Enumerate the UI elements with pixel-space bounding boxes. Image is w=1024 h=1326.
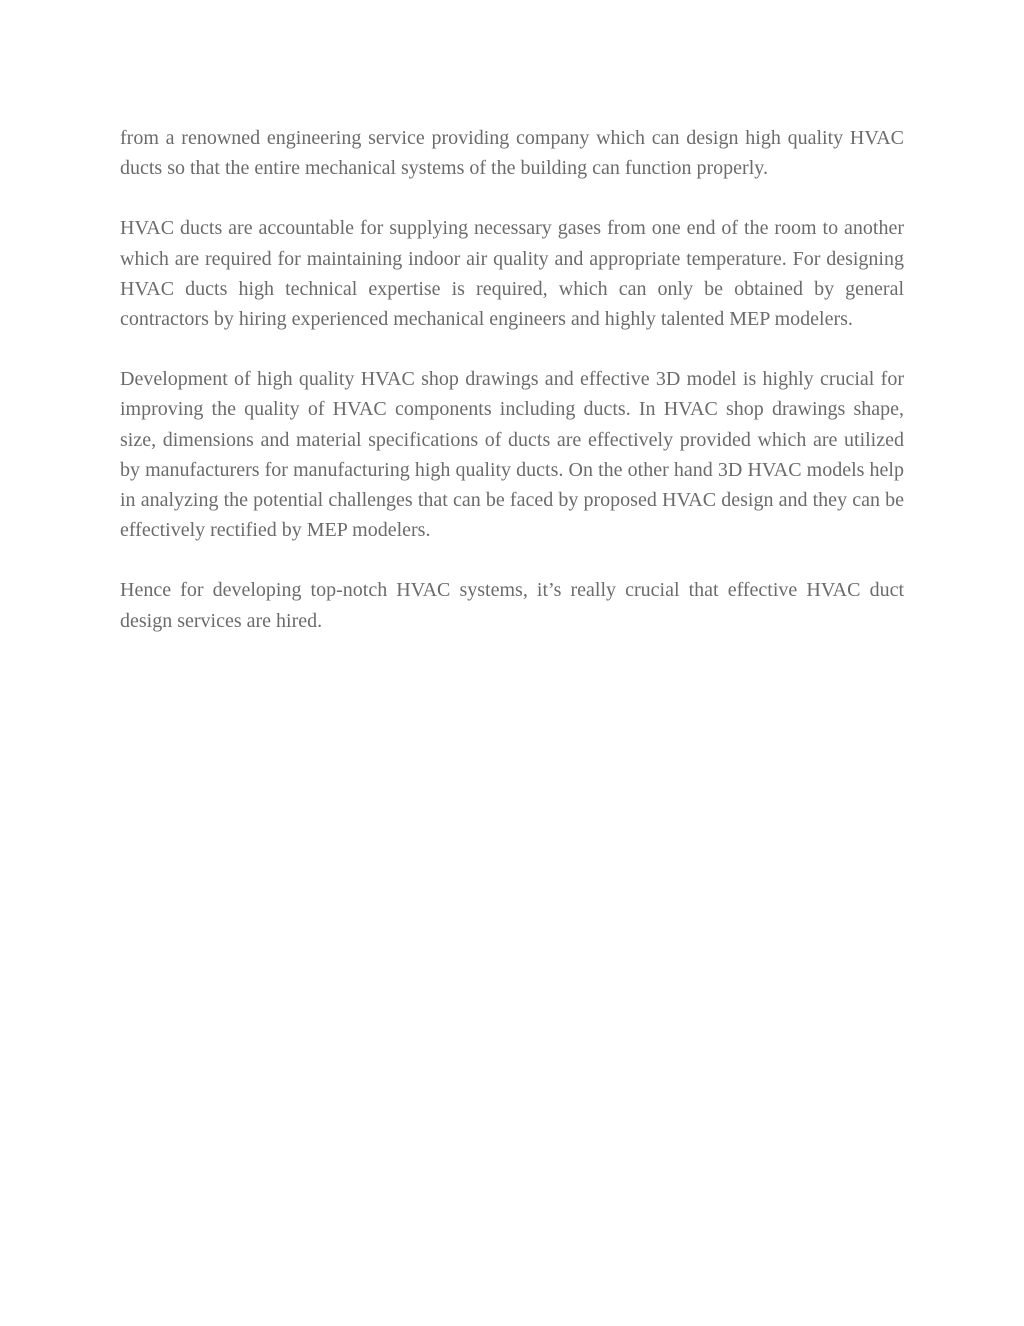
document-body <box>120 123 904 636</box>
paragraph-3: Development of high quality HVAC shop drawings and effective 3D model is highly crucial for improving the quality of HVAC components including ducts. In HVAC shop drawings shape, size, dimensions and material specifications of ducts are effectively provided which are utilized by manufacturers for manufacturing high quality ducts. On the other hand 3D HVAC models help in analyzing the potential challenges that can be faced by proposed HVAC design and they can be effectively rectified by MEP modelers. <box>120 368 904 542</box>
paragraph-4: Hence for developing top-notch HVAC systems, it’s really crucial that effective HVAC duct design services are hired. <box>120 579 904 632</box>
paragraph-2: HVAC ducts are accountable for supplying necessary gases from one end of the room to another which are required for maintaining indoor air quality and appropriate temperature. For designing HVAC ducts high technical expertise is required, which can only be obtained by general contractors by hiring experienced mechanical engineers and highly talented MEP modelers. <box>120 217 904 331</box>
paragraph-1: from a renowned engineering service providing company which can design high quality HVAC ducts so that the entire mechanical systems of the building can function properly. <box>120 127 904 180</box>
